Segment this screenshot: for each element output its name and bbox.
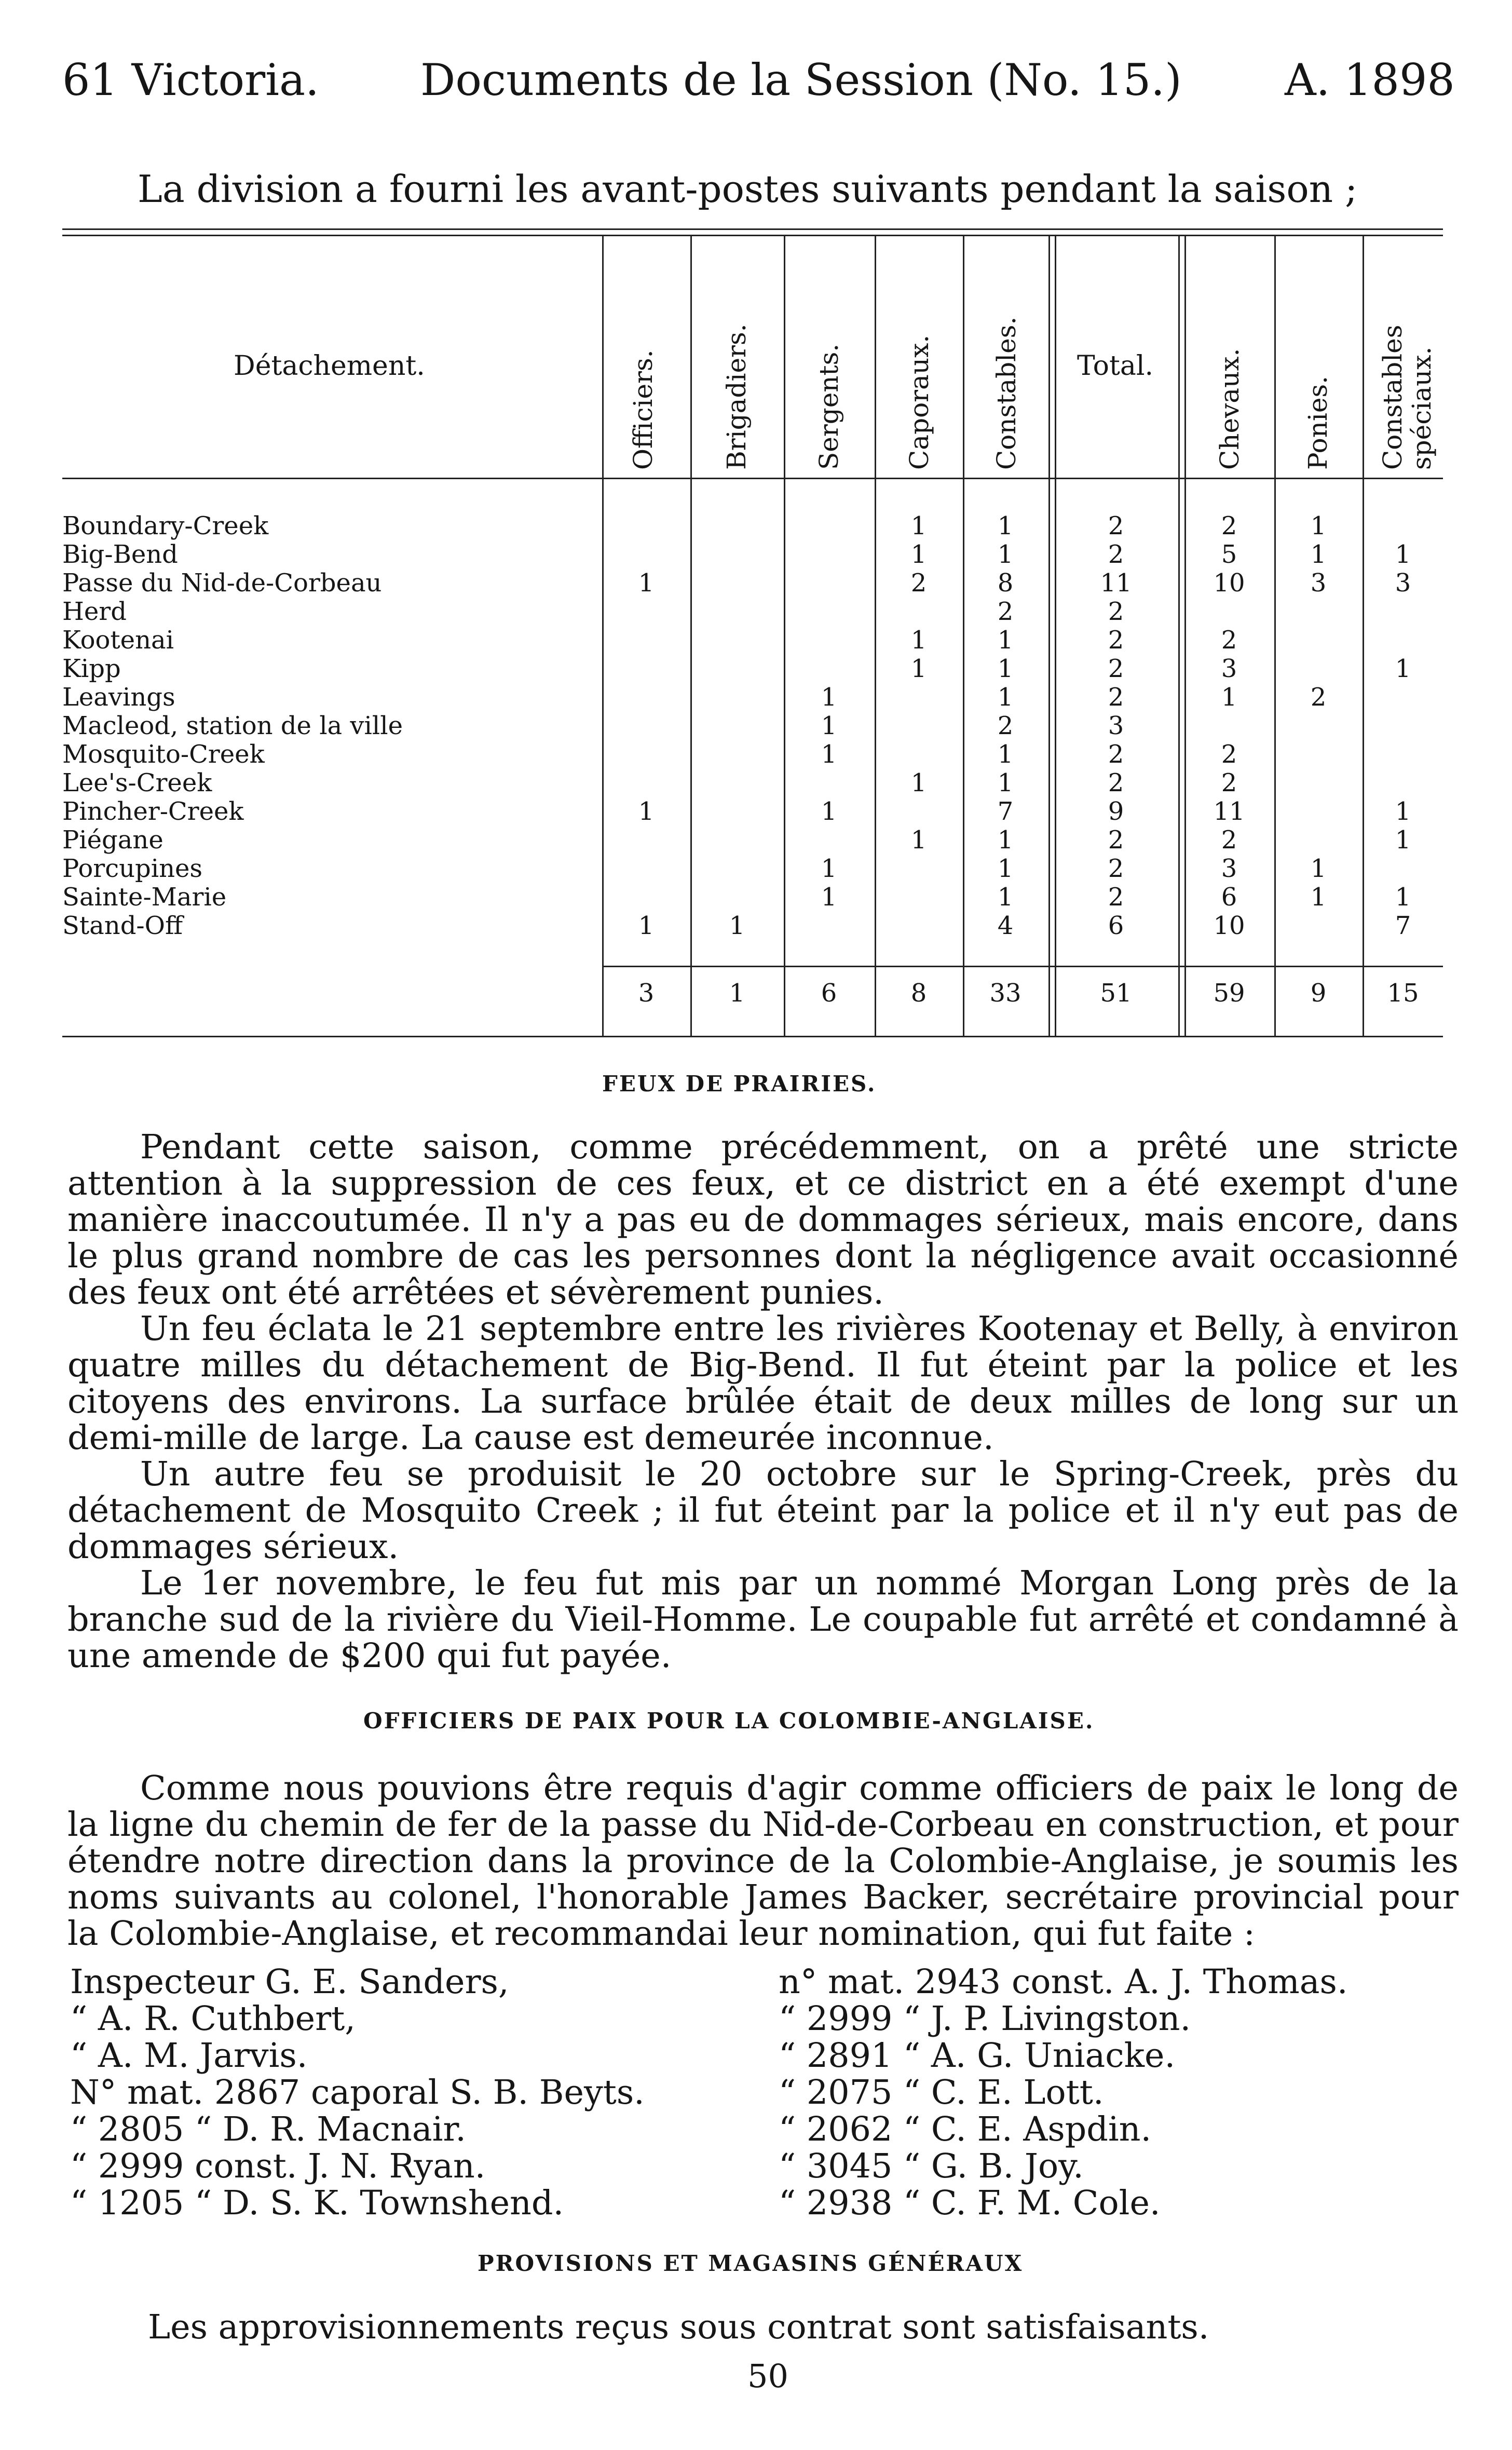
officiers-text: Comme nous pouvions être requis d'agir comme officiers de paix le long de la ligne du chemin de fer de la passe du Nid-de-Corbeau en construction, et pour étendre notre direction dans la province de la Colombie-Anglaise, je soumis les noms suivants au colonel, l'honorable James Backer, secrétaire provincial pour la Colombie-Anglaise, et recommandai leur nomination, qui fut faite : (67, 1769, 1459, 1953)
officer-list-item: “ 2999 “ J. P. Livingston. (779, 1999, 1191, 2038)
table-cell: 10 (1213, 568, 1245, 598)
table-row-label: Porcupines (62, 854, 203, 883)
table-cell: 1 (997, 854, 1014, 883)
table-cell: 1 (1395, 654, 1411, 683)
table-cell: 7 (997, 797, 1014, 826)
table-cell: 1 (1221, 683, 1237, 712)
table-cell: 3 (1310, 568, 1327, 598)
table-cell: 1 (910, 825, 927, 855)
table-row-label: Leavings (62, 683, 175, 712)
table-cell: 1 (1310, 854, 1327, 883)
table-cell: 3 (1221, 654, 1237, 683)
table-total-cell: 51 (1100, 979, 1132, 1008)
table-cell: 1 (821, 740, 837, 769)
header-right: A. 1898 (1285, 55, 1455, 105)
table-cell: 1 (997, 768, 1014, 797)
col-header-total: Total. (1077, 350, 1154, 382)
col-header-officiers: Officiers. (628, 349, 658, 470)
officer-list-item: “ 1205 “ D. S. K. Townshend. (70, 2184, 564, 2223)
intro-text: La division a fourni les avant-postes suivants pendant la saison ; (138, 167, 1358, 211)
table-cell: 2 (1221, 740, 1237, 769)
officiers-paragraph (67, 1770, 1459, 1952)
table-cell: 2 (1221, 825, 1237, 855)
col-header-ponies: Ponies. (1303, 375, 1333, 470)
table-total-cell: 3 (638, 979, 655, 1008)
header-center: Documents de la Session (No. 15.) (420, 55, 1182, 105)
officer-list-item: “ 2062 “ C. E. Aspdin. (779, 2110, 1152, 2149)
officer-list-item: “ 2938 “ C. F. M. Cole. (779, 2184, 1161, 2223)
col-header-chevaux: Chevaux. (1215, 348, 1245, 470)
table-cell: 1 (1395, 797, 1411, 826)
table-cell: 11 (1100, 568, 1132, 598)
officer-list-item: “ A. M. Jarvis. (70, 2036, 308, 2075)
table-cell: 2 (1108, 683, 1124, 712)
table-cell: 2 (1221, 626, 1237, 655)
table-cell: 1 (821, 797, 837, 826)
provisions-text: Les approvisionnements reçus sous contrat sont satisfaisants. (148, 2308, 1209, 2347)
table-cell: 3 (1395, 568, 1411, 598)
section-title-officiers: OFFICIERS DE PAIX POUR LA COLOMBIE-ANGLAISE. (363, 1708, 1095, 1734)
table-cell: 1 (1395, 883, 1411, 912)
table-cell: 3 (1108, 711, 1124, 740)
table-row-label: Boundary-Creek (62, 511, 269, 540)
table-cell: 2 (1310, 683, 1327, 712)
table-cell: 11 (1213, 797, 1245, 826)
table-cell: 2 (1108, 540, 1124, 569)
table-cell: 1 (1310, 540, 1327, 569)
table-cell: 9 (1108, 797, 1124, 826)
table-cell: 1 (638, 797, 655, 826)
table-cell: 1 (729, 911, 745, 940)
table-cell: 1 (997, 740, 1014, 769)
table-cell: 1 (821, 711, 837, 740)
table-cell: 1 (638, 568, 655, 598)
table-total-cell: 15 (1387, 979, 1419, 1008)
table-cell: 2 (910, 568, 927, 598)
table-cell: 1 (910, 511, 927, 540)
table-cell: 2 (997, 711, 1014, 740)
table-cell: 1 (821, 683, 837, 712)
section-title-provisions: PROVISIONS ET MAGASINS GÉNÉRAUX (478, 2251, 1024, 2276)
table-cell: 1 (997, 654, 1014, 683)
table-cell: 2 (1221, 511, 1237, 540)
table-row-label: Passe du Nid-de-Corbeau (62, 568, 382, 598)
table-row-label: Big-Bend (62, 540, 178, 569)
table-cell: 1 (910, 540, 927, 569)
table-cell: 2 (1108, 854, 1124, 883)
table-total-cell: 9 (1310, 979, 1327, 1008)
table-cell: 2 (1221, 768, 1237, 797)
table-cell: 2 (1108, 740, 1124, 769)
table-cell: 1 (821, 854, 837, 883)
officer-list-item: “ 2805 “ D. R. Macnair. (70, 2110, 466, 2149)
table-cell: 4 (997, 911, 1014, 940)
table-row-label: Mosquito-Creek (62, 740, 265, 769)
col-header-caporaux: Caporaux. (904, 334, 934, 470)
feux-paragraph: Pendant cette saison, comme précédemment, on a prêté une stricte attention à la suppression de ces feux, et ce district en a été exempt d'une manière inaccoutumée. Il n'y a pas eu de dommages sérieux, mais encore, dans le plus grand nombre de cas les personnes dont la négligence avait occasionné des feux ont été arrêtées et sévèrement punies. (67, 1128, 1459, 1312)
table-cell: 1 (1310, 511, 1327, 540)
col-header-constables: Constables. (991, 316, 1021, 470)
officer-list-item: “ 2075 “ C. E. Lott. (779, 2073, 1104, 2112)
header-left: 61 Victoria. (62, 55, 319, 105)
officer-list-item: N° mat. 2867 caporal S. B. Beyts. (70, 2073, 645, 2112)
table-cell: 5 (1221, 540, 1237, 569)
table-cell: 1 (1395, 825, 1411, 855)
table-cell: 1 (638, 911, 655, 940)
table-cell: 1 (997, 540, 1014, 569)
feux-paragraph: Un feu éclata le 21 septembre entre les rivières Kootenay et Belly, à environ quatre milles du détachement de Big-Bend. Il fut éteint par la police et les citoyens des environs. La surface brûlée était de deux milles de long sur un demi-mille de large. La cause est demeurée inconnue. (67, 1309, 1459, 1457)
table-row-label: Pincher-Creek (62, 797, 244, 826)
table-cell: 2 (1108, 883, 1124, 912)
officer-list-item: n° mat. 2943 const. A. J. Thomas. (779, 1962, 1348, 2001)
table-total-cell: 8 (910, 979, 927, 1008)
page-number: 50 (747, 2357, 788, 2395)
officer-list-item: “ 3045 “ G. B. Joy. (779, 2147, 1084, 2186)
officer-list-item: Inspecteur G. E. Sanders, (70, 1962, 509, 2001)
table-cell: 1 (997, 883, 1014, 912)
table-row-label: Kipp (62, 654, 121, 683)
table-cell: 1 (1310, 883, 1327, 912)
table-cell: 1 (910, 768, 927, 797)
table-total-cell: 33 (989, 979, 1021, 1008)
table-cell: 8 (997, 568, 1014, 598)
table-cell: 1 (821, 883, 837, 912)
col-header-brigadiers: Brigadiers. (721, 323, 752, 470)
table-cell: 6 (1221, 883, 1237, 912)
col-header-constables-speciaux: Constables spéciaux. (1378, 324, 1437, 470)
table-total-cell: 6 (821, 979, 837, 1008)
feux-paragraph: Le 1er novembre, le feu fut mis par un nommé Morgan Long près de la branche sud de la rivière du Vieil-Homme. Le coupable fut arrêté et condamné à une amende de $200 qui fut payée. (67, 1564, 1459, 1675)
table-row-label: Herd (62, 597, 127, 626)
feux-paragraph: Un autre feu se produisit le 20 octobre sur le Spring-Creek, près du détachement de Mosquito Creek ; il fut éteint par la police et il n'y eut pas de dommages sérieux. (67, 1455, 1459, 1566)
table-cell: 2 (997, 597, 1014, 626)
table-cell: 2 (1108, 825, 1124, 855)
table-total-cell: 59 (1213, 979, 1245, 1008)
table-cell: 2 (1108, 654, 1124, 683)
table-cell: 2 (1108, 597, 1124, 626)
col-header-sergents: Sergents. (814, 343, 844, 470)
table-row-label: Sainte-Marie (62, 883, 227, 912)
table-row-label: Macleod, station de la ville (62, 711, 403, 740)
feux-paragraphs (67, 1129, 1459, 1674)
table-cell: 3 (1221, 854, 1237, 883)
table-cell: 1 (1395, 540, 1411, 569)
officer-list-item: “ 2891 “ A. G. Uniacke. (779, 2036, 1176, 2075)
officer-list-item: “ 2999 const. J. N. Ryan. (70, 2147, 486, 2186)
table-cell: 2 (1108, 768, 1124, 797)
table-cell: 1 (910, 626, 927, 655)
table-cell: 2 (1108, 511, 1124, 540)
table-total-cell: 1 (729, 979, 745, 1008)
col-header-detachement: Détachement. (234, 350, 425, 382)
table-cell: 2 (1108, 626, 1124, 655)
table-row-label: Kootenai (62, 626, 174, 655)
table-cell: 10 (1213, 911, 1245, 940)
table-cell: 1 (997, 683, 1014, 712)
table-row-label: Piégane (62, 825, 164, 855)
table-cell: 1 (997, 825, 1014, 855)
table-cell: 6 (1108, 911, 1124, 940)
table-cell: 7 (1395, 911, 1411, 940)
table-row-label: Stand-Off (62, 911, 183, 940)
table-row-label: Lee's-Creek (62, 768, 212, 797)
table-cell: 1 (997, 511, 1014, 540)
table-cell: 1 (910, 654, 927, 683)
table-cell: 1 (997, 626, 1014, 655)
section-title-feux: FEUX DE PRAIRIES. (602, 1071, 877, 1097)
officer-list-item: “ A. R. Cuthbert, (70, 1999, 356, 2038)
